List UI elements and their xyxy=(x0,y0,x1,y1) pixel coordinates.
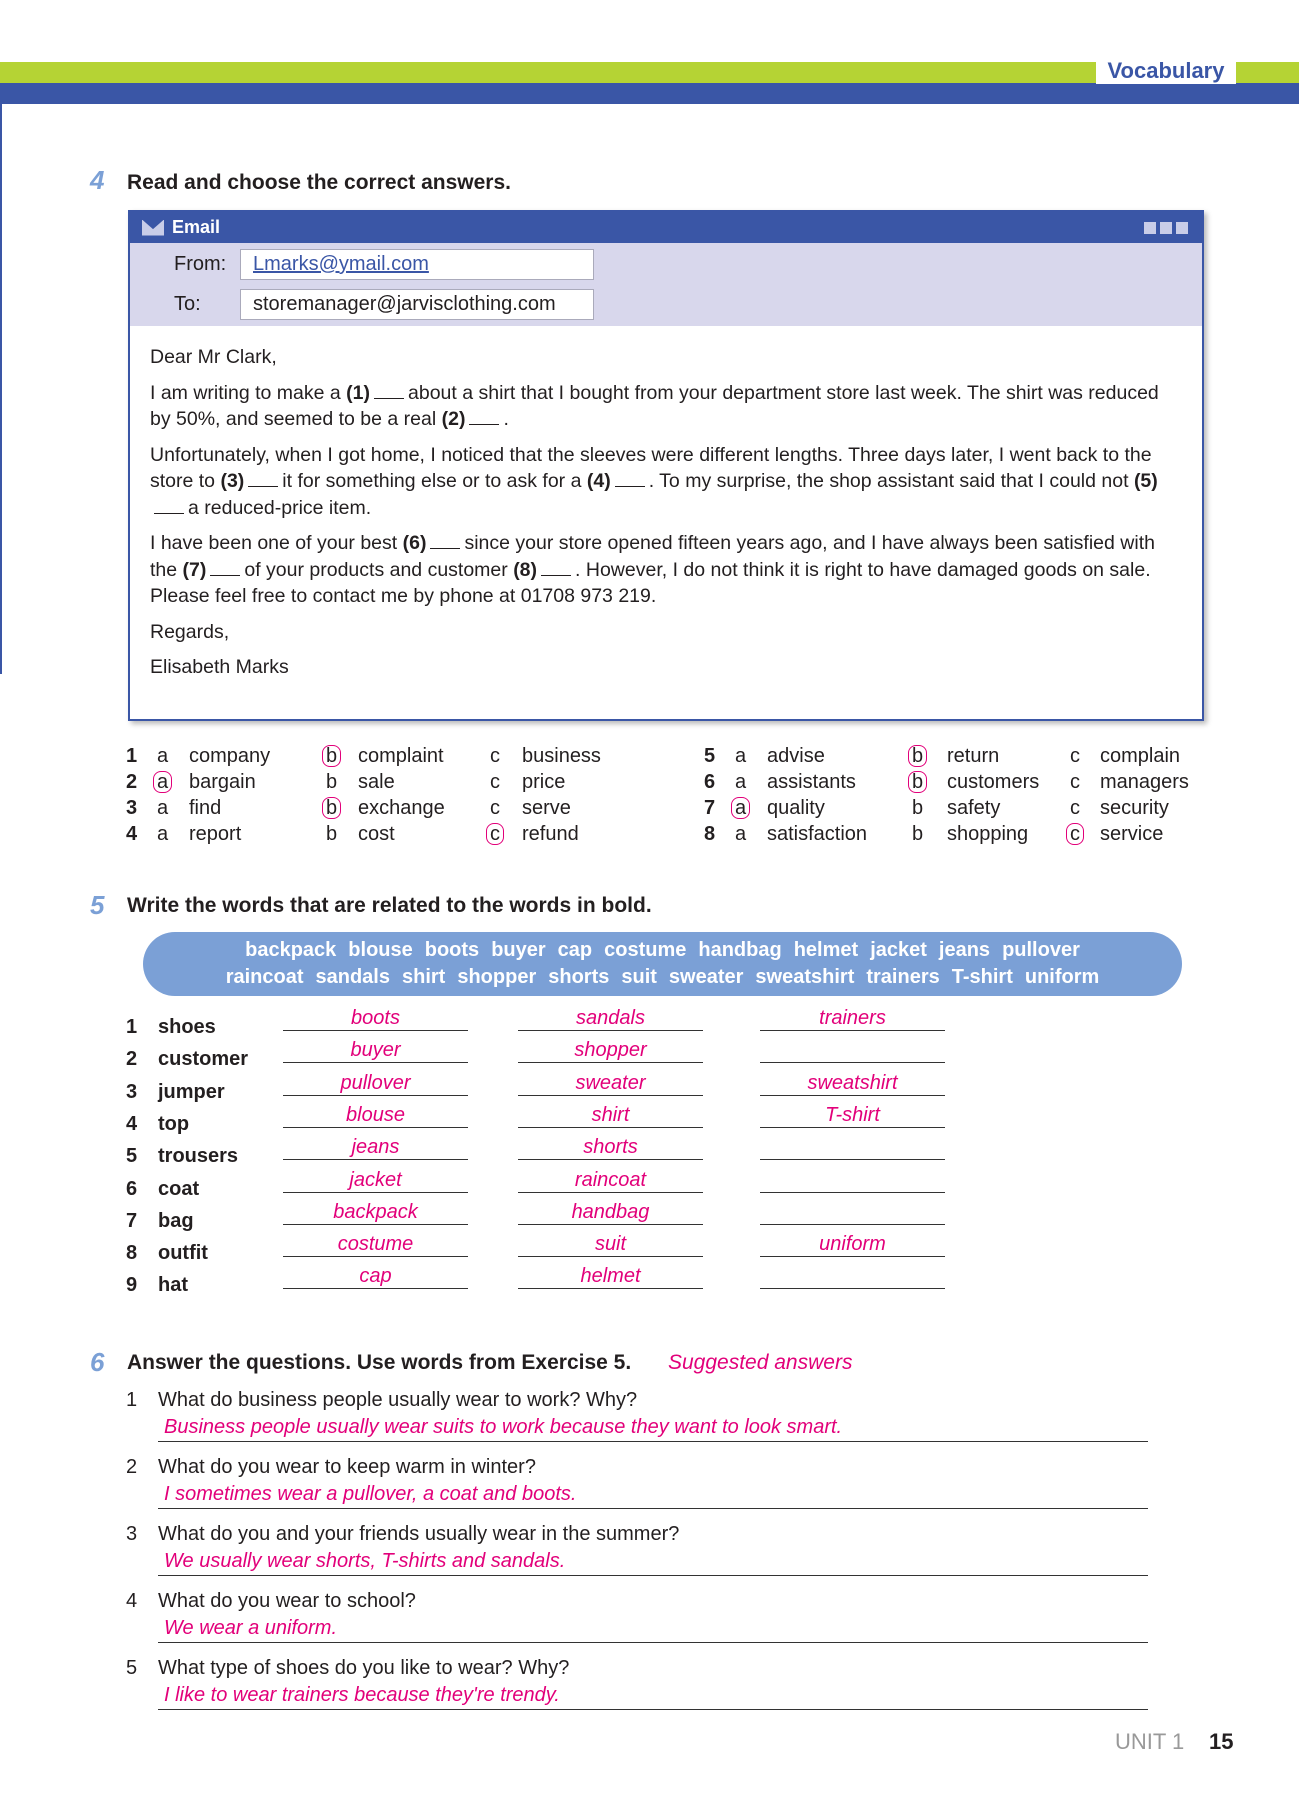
email-paragraph xyxy=(150,380,1182,433)
answer-line[interactable]: jeans xyxy=(283,1136,468,1160)
word-bank-word: buyer xyxy=(491,939,546,961)
answer-line[interactable]: costume xyxy=(283,1233,468,1257)
option-letter-text: a xyxy=(735,745,747,767)
answer-line[interactable]: sandals xyxy=(518,1007,703,1031)
email-closing: Regards, xyxy=(150,620,230,643)
option-letter[interactable] xyxy=(153,771,172,794)
option-word[interactable]: advise xyxy=(767,745,825,767)
option-letter-text: a xyxy=(157,745,169,767)
answer-line[interactable]: backpack xyxy=(283,1201,468,1225)
paragraph-text: I am writing to make a xyxy=(150,381,347,404)
answer-line[interactable]: helmet xyxy=(518,1265,703,1289)
question-number: 3 xyxy=(126,1523,138,1545)
paragraph-text: of your products and customer xyxy=(244,558,514,581)
exercise-6-instruction: Answer the questions. Use words from Exercise 5. xyxy=(127,1351,632,1374)
option-word[interactable]: report xyxy=(189,823,242,845)
answer-line[interactable]: sweatshirt xyxy=(760,1072,945,1096)
option-letter[interactable] xyxy=(490,771,500,794)
option-letter[interactable] xyxy=(1070,745,1080,768)
word-bank-line xyxy=(143,937,1182,964)
word-bank-word: shirt xyxy=(401,966,446,988)
section-label: Vocabulary xyxy=(1096,58,1236,84)
option-word[interactable]: complain xyxy=(1100,745,1181,767)
word-bank-word: sweatshirt xyxy=(755,966,855,988)
option-letter-text: a xyxy=(731,797,750,819)
answer-line[interactable] xyxy=(760,1039,945,1063)
word-bank-word: raincoat xyxy=(225,966,304,988)
word-bank-word: pullover xyxy=(1002,939,1080,961)
option-word[interactable]: find xyxy=(189,797,222,819)
paragraph-text: it for something else or to ask for a xyxy=(282,470,587,492)
question-text: What type of shoes do you like to wear? Why? xyxy=(158,1657,570,1679)
word-bank-line xyxy=(143,964,1182,991)
word-bank-word: shopper xyxy=(457,966,537,988)
answer-blank[interactable] xyxy=(374,398,404,399)
option-letter-text: a xyxy=(157,823,169,845)
answer-line[interactable]: handbag xyxy=(518,1201,703,1225)
answer-line[interactable]: trainers xyxy=(760,1007,945,1031)
email-title-bar xyxy=(130,212,1202,243)
answer-line[interactable]: sweater xyxy=(518,1072,703,1096)
bold-word: bag xyxy=(158,1209,194,1232)
option-letter-text: b xyxy=(912,797,924,819)
answer-blank[interactable] xyxy=(248,486,278,487)
answer-line[interactable]: I like to wear trainers because they're trendy. xyxy=(158,1684,1148,1710)
header-blue-bar xyxy=(0,83,1299,104)
option-letter-text: b xyxy=(908,771,927,793)
bold-word: top xyxy=(158,1112,190,1135)
option-letter[interactable] xyxy=(326,771,337,794)
answer-line[interactable] xyxy=(760,1169,945,1193)
word-bank-word: uniform xyxy=(1024,966,1100,988)
option-letter[interactable] xyxy=(1070,797,1080,820)
option-word[interactable]: safety xyxy=(947,797,1001,819)
option-letter-text: c xyxy=(490,745,500,767)
option-letter-text: c xyxy=(1070,745,1080,767)
answer-line[interactable] xyxy=(760,1265,945,1289)
email-greeting: Dear Mr Clark, xyxy=(150,346,277,368)
question-text: What do you wear to keep warm in winter? xyxy=(158,1456,536,1478)
option-letter-text: c xyxy=(490,797,500,819)
option-word[interactable]: serve xyxy=(522,797,571,819)
gap-number: (2) xyxy=(441,408,466,430)
from-label: From: xyxy=(174,253,227,275)
option-letter[interactable] xyxy=(735,771,746,794)
answer-blank[interactable] xyxy=(154,513,184,514)
answer-line[interactable]: We usually wear shorts, T-shirts and sandals. xyxy=(158,1550,1148,1576)
answer-line[interactable]: pullover xyxy=(283,1072,468,1096)
option-letter[interactable] xyxy=(486,823,504,846)
choice-number: 5 xyxy=(704,745,716,767)
option-letter-text: b xyxy=(912,823,924,845)
option-letter-text: c xyxy=(1066,823,1084,845)
unit-label: UNIT 1 xyxy=(1115,1729,1185,1754)
answer-line[interactable] xyxy=(760,1201,945,1225)
option-word[interactable]: shopping xyxy=(947,823,1029,845)
option-letter[interactable] xyxy=(157,745,168,768)
choice-number: 6 xyxy=(704,771,716,793)
exercise-4-number: 4 xyxy=(90,165,105,195)
option-letter-text: b xyxy=(326,823,338,845)
answer-blank[interactable] xyxy=(430,548,460,549)
answer-line[interactable]: shopper xyxy=(518,1039,703,1063)
option-letter-text: b xyxy=(322,797,341,819)
row-number: 1 xyxy=(126,1016,138,1038)
answer-line[interactable]: jacket xyxy=(283,1169,468,1193)
option-letter[interactable] xyxy=(157,797,168,820)
row-number: 7 xyxy=(126,1209,138,1232)
paragraph-text: . To my surprise, the shop assistant said that I could not xyxy=(648,470,1134,492)
option-word[interactable]: cost xyxy=(358,823,395,845)
row-number: 4 xyxy=(126,1112,138,1135)
email-window xyxy=(128,210,1204,721)
email-paragraph xyxy=(150,442,1182,522)
option-letter-text: b xyxy=(322,745,341,767)
option-letter-text: b xyxy=(908,745,927,767)
paragraph-text: . xyxy=(503,408,509,430)
gap-number: (7) xyxy=(182,558,207,581)
envelope-icon xyxy=(142,220,164,236)
word-bank-word: boots xyxy=(424,939,480,961)
word-bank-word: jeans xyxy=(938,939,991,961)
option-letter[interactable] xyxy=(908,745,927,768)
page-number: 15 xyxy=(1209,1729,1234,1754)
answer-blank[interactable] xyxy=(210,575,240,576)
window-button-icon xyxy=(1144,222,1156,234)
choice-number: 2 xyxy=(126,771,138,793)
option-letter-text: a xyxy=(157,797,169,819)
option-letter-text: c xyxy=(486,823,504,845)
option-word[interactable]: security xyxy=(1100,797,1169,819)
gap-number: (6) xyxy=(402,532,427,554)
row-number: 3 xyxy=(126,1080,138,1103)
option-letter[interactable] xyxy=(908,771,927,794)
answer-line[interactable]: shirt xyxy=(518,1104,703,1128)
option-letter-text: a xyxy=(735,771,747,793)
word-bank-word: costume xyxy=(604,939,687,961)
email-body xyxy=(130,326,1202,708)
option-word[interactable]: customers xyxy=(947,771,1040,793)
word-bank-word: cap xyxy=(557,939,593,961)
answer-line[interactable]: T-shirt xyxy=(760,1104,945,1128)
choice-number: 8 xyxy=(704,823,716,845)
word-bank-word: suit xyxy=(621,966,657,988)
option-word[interactable]: service xyxy=(1100,823,1164,845)
answer-line[interactable]: raincoat xyxy=(518,1169,703,1193)
answer-line[interactable]: cap xyxy=(283,1265,468,1289)
choice-number: 4 xyxy=(126,823,138,845)
option-word[interactable]: complaint xyxy=(358,745,444,767)
option-letter-text: a xyxy=(735,823,747,845)
email-paragraph xyxy=(150,530,1182,583)
answer-blank[interactable] xyxy=(615,486,645,487)
word-bank-word: backpack xyxy=(245,939,337,961)
option-word[interactable]: quality xyxy=(767,797,825,819)
question-number: 4 xyxy=(126,1590,138,1612)
question-number: 5 xyxy=(126,1657,138,1679)
word-bank-word: shorts xyxy=(548,966,610,988)
window-button-icon xyxy=(1160,222,1172,234)
from-field[interactable]: Lmarks@ymail.com xyxy=(240,249,594,280)
paragraph-text: a reduced-price item. xyxy=(188,496,372,519)
choice-number: 7 xyxy=(704,797,716,819)
option-word[interactable]: company xyxy=(189,745,271,767)
answer-line[interactable]: suit xyxy=(518,1233,703,1257)
row-number: 6 xyxy=(126,1177,138,1200)
window-controls xyxy=(1144,222,1188,234)
option-letter[interactable] xyxy=(157,823,168,846)
exercise-5-number: 5 xyxy=(90,890,105,920)
option-word[interactable]: business xyxy=(522,745,601,767)
option-letter[interactable] xyxy=(912,797,923,820)
bold-word: customer xyxy=(158,1048,249,1071)
option-word[interactable]: price xyxy=(522,771,566,793)
gap-number: (8) xyxy=(513,558,538,581)
row-number: 2 xyxy=(126,1048,138,1071)
bold-word: hat xyxy=(158,1274,188,1297)
option-letter[interactable] xyxy=(326,823,337,846)
question-text: What do you and your friends usually wear in the summer? xyxy=(158,1523,680,1545)
word-bank-word: sweater xyxy=(668,966,744,988)
to-field[interactable]: storemanager@jarvisclothing.com xyxy=(240,289,594,320)
option-word[interactable]: managers xyxy=(1100,771,1189,793)
paragraph-text: Unfortunately, when I got home, I noticed that the sleeves were different lengths. Three days later, I went back to the store to xyxy=(150,443,1152,492)
option-letter[interactable] xyxy=(490,745,500,768)
paragraph-text: I have been one of your best xyxy=(150,532,403,554)
word-bank-word: handbag xyxy=(698,939,782,961)
email-contact: Please feel free to contact me by phone at 01708 973 219. xyxy=(150,585,657,607)
option-letter[interactable] xyxy=(912,823,923,846)
bold-word: shoes xyxy=(158,1016,216,1038)
answer-line[interactable]: shorts xyxy=(518,1136,703,1160)
word-bank-word: jacket xyxy=(870,939,927,961)
option-letter[interactable] xyxy=(731,797,750,820)
answer-line[interactable]: I sometimes wear a pullover, a coat and boots. xyxy=(158,1483,1148,1509)
word-bank-word: trainers xyxy=(866,966,940,988)
option-word[interactable]: satisfaction xyxy=(767,823,868,845)
margin-line xyxy=(0,104,2,674)
email-title: Email xyxy=(172,217,221,237)
paragraph-text: . However, I do not think it is right to have damaged goods on sale. xyxy=(575,558,1151,581)
option-letter[interactable] xyxy=(1070,771,1080,794)
email-signature: Elisabeth Marks xyxy=(150,656,289,678)
word-bank-word: T-shirt xyxy=(951,966,1013,988)
answer-blank[interactable] xyxy=(469,424,499,425)
option-letter[interactable] xyxy=(735,745,746,768)
word-bank-word: helmet xyxy=(793,939,859,961)
option-letter[interactable] xyxy=(1066,823,1084,846)
answer-line[interactable] xyxy=(760,1136,945,1160)
option-letter-text: c xyxy=(1070,797,1080,819)
bold-word: trousers xyxy=(158,1145,239,1168)
option-letter-text: c xyxy=(1070,771,1080,793)
word-bank-word: sandals xyxy=(315,966,390,988)
exercise-6-number: 6 xyxy=(90,1347,105,1377)
exercise-4-instruction: Read and choose the correct answers. xyxy=(127,171,511,194)
row-number: 5 xyxy=(126,1145,138,1168)
answer-blank[interactable] xyxy=(541,575,571,576)
answer-line[interactable]: blouse xyxy=(283,1104,468,1128)
gap-number: (4) xyxy=(586,470,611,492)
word-bank xyxy=(143,932,1182,996)
word-bank-word: blouse xyxy=(348,939,413,961)
option-letter[interactable] xyxy=(322,745,341,768)
question-text: What do you wear to school? xyxy=(158,1590,416,1612)
gap-number: (5) xyxy=(1133,470,1158,492)
bold-word: outfit xyxy=(158,1242,208,1265)
choice-number: 3 xyxy=(126,797,138,819)
answer-line[interactable]: Business people usually wear suits to work because they want to look smart. xyxy=(158,1416,1148,1442)
paragraph-text: about a shirt that I bought from your department store last week. The shirt was reduced by 50%, and seemed to be a real xyxy=(150,381,1159,430)
option-letter[interactable] xyxy=(735,823,746,846)
answer-line[interactable]: buyer xyxy=(283,1039,468,1063)
option-word[interactable]: refund xyxy=(522,823,579,845)
option-letter-text: a xyxy=(153,771,172,793)
option-word[interactable]: assistants xyxy=(767,771,856,793)
answer-line[interactable]: We wear a uniform. xyxy=(158,1617,1148,1643)
option-word[interactable]: return xyxy=(947,745,1000,767)
option-letter[interactable] xyxy=(490,797,500,820)
question-text: What do business people usually wear to work? Why? xyxy=(158,1389,638,1411)
to-label: To: xyxy=(174,293,201,315)
bold-word: coat xyxy=(158,1177,200,1200)
question-number: 2 xyxy=(126,1456,138,1478)
row-number: 8 xyxy=(126,1242,138,1265)
question-number: 1 xyxy=(126,1389,138,1411)
paragraph-text: since your store opened fifteen years ago, and I have always been satisfied with the xyxy=(150,532,1155,581)
option-word[interactable]: exchange xyxy=(358,797,445,819)
bold-word: jumper xyxy=(158,1080,225,1103)
choice-number: 1 xyxy=(126,745,138,767)
option-letter[interactable] xyxy=(322,797,341,820)
exercise-5-instruction: Write the words that are related to the words in bold. xyxy=(127,894,652,917)
option-word[interactable]: bargain xyxy=(189,771,256,793)
answer-line[interactable]: boots xyxy=(283,1007,468,1031)
option-word[interactable]: sale xyxy=(358,771,395,793)
gap-number: (1) xyxy=(346,381,370,404)
option-letter-text: b xyxy=(326,771,338,793)
answer-line[interactable]: uniform xyxy=(760,1233,945,1257)
option-letter-text: c xyxy=(490,771,500,793)
suggested-answers-note: Suggested answers xyxy=(668,1351,853,1374)
window-button-icon xyxy=(1176,222,1188,234)
row-number: 9 xyxy=(126,1274,138,1297)
gap-number: (3) xyxy=(220,470,245,492)
email-fields xyxy=(130,243,1202,326)
